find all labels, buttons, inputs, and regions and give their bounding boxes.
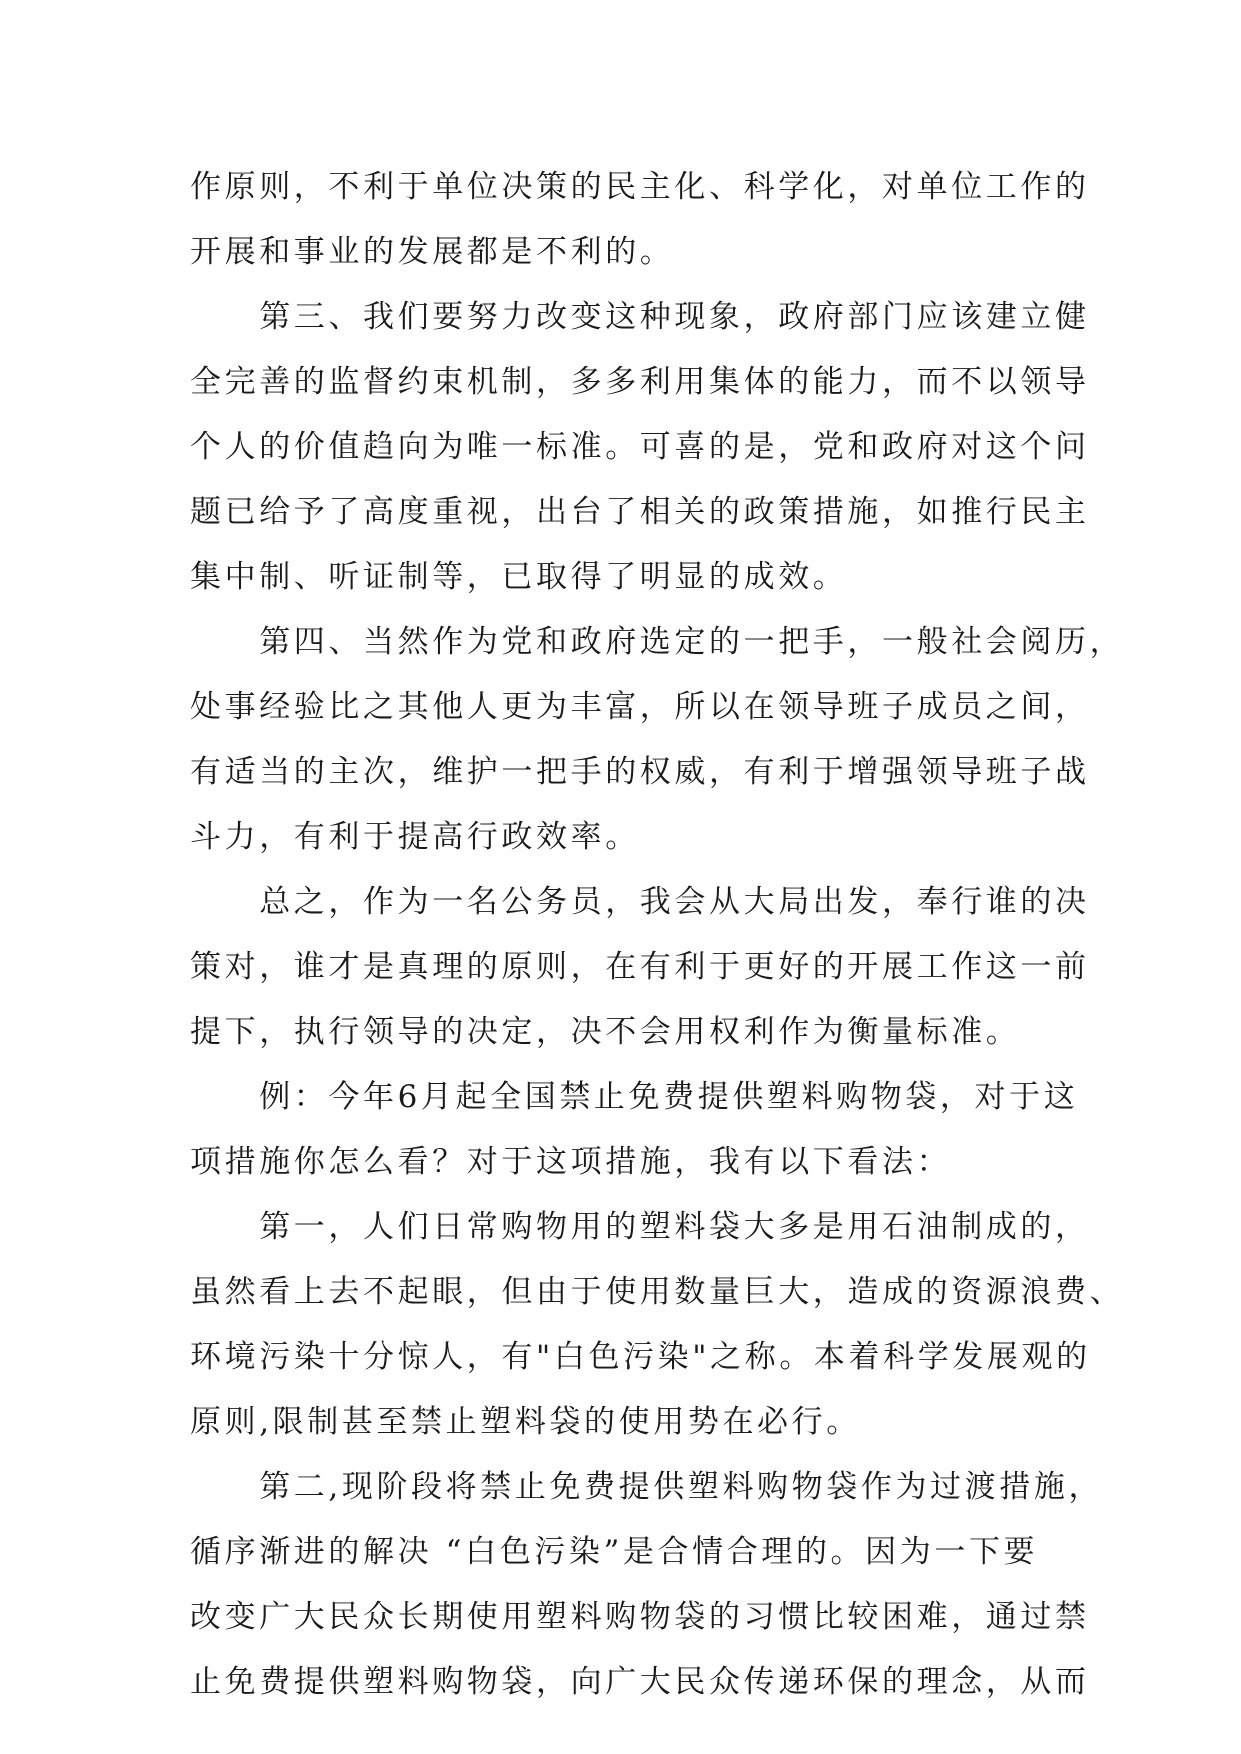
text-line: 第三、我们要努力改变这种现象，政府部门应该建立健	[190, 299, 1090, 335]
text-line: 改变广大民众长期使用塑料购物袋的习惯比较困难，通过禁	[190, 1599, 1090, 1635]
text-line: 斗力，有利于提高行政效率。	[190, 819, 640, 855]
text-line: 第二,现阶段将禁止免费提供塑料购物袋作为过渡措施，	[190, 1469, 1104, 1505]
text-line: 原则,限制甚至禁止塑料袋的使用势在必行。	[190, 1404, 861, 1440]
text-line: 个人的价值趋向为唯一标准。可喜的是，党和政府对这个问	[190, 429, 1090, 465]
text-line: 处事经验比之其他人更为丰富，所以在领导班子成员之间，	[190, 689, 1090, 725]
text-line: 第四、当然作为党和政府选定的一把手，一般社会阅历，	[190, 624, 1125, 660]
text-line: 题已给予了高度重视，出台了相关的政策措施，如推行民主	[190, 494, 1090, 530]
text-line: 项措施你怎么看？对于这项措施，我有以下看法：	[190, 1144, 952, 1180]
text-line: 虽然看上去不起眼，但由于使用数量巨大，造成的资源浪费、	[190, 1274, 1125, 1310]
text-line: 第一，人们日常购物用的塑料袋大多是用石油制成的，	[190, 1209, 1090, 1245]
text-line: 集中制、听证制等，已取得了明显的成效。	[190, 559, 848, 595]
text-line: 全完善的监督约束机制，多多利用集体的能力，而不以领导	[190, 364, 1090, 400]
text-line: 提下，执行领导的决定，决不会用权利作为衡量标准。	[190, 1014, 1021, 1050]
text-line: 总之，作为一名公务员，我会从大局出发，奉行谁的决	[190, 884, 1090, 920]
text-line: 环境污染十分惊人，有"白色污染"之称。本着科学发展观的	[190, 1339, 1091, 1375]
body-text	[190, 155, 1125, 1715]
text-line: 作原则，不利于单位决策的民主化、科学化，对单位工作的	[190, 169, 1090, 205]
text-line: 有适当的主次，维护一把手的权威，有利于增强领导班子战	[190, 754, 1090, 790]
text-line: 止免费提供塑料购物袋，向广大民众传递环保的理念，从而	[190, 1664, 1090, 1700]
text-line: 策对，谁才是真理的原则，在有利于更好的开展工作这一前	[190, 949, 1090, 985]
text-line: 循序渐进的解决 “白色污染”是合情合理的。因为一下要	[190, 1534, 1039, 1570]
text-line: 开展和事业的发展都是不利的。	[190, 234, 675, 270]
text-line: 例：今年6月起全国禁止免费提供塑料购物袋，对于这	[190, 1079, 1079, 1115]
